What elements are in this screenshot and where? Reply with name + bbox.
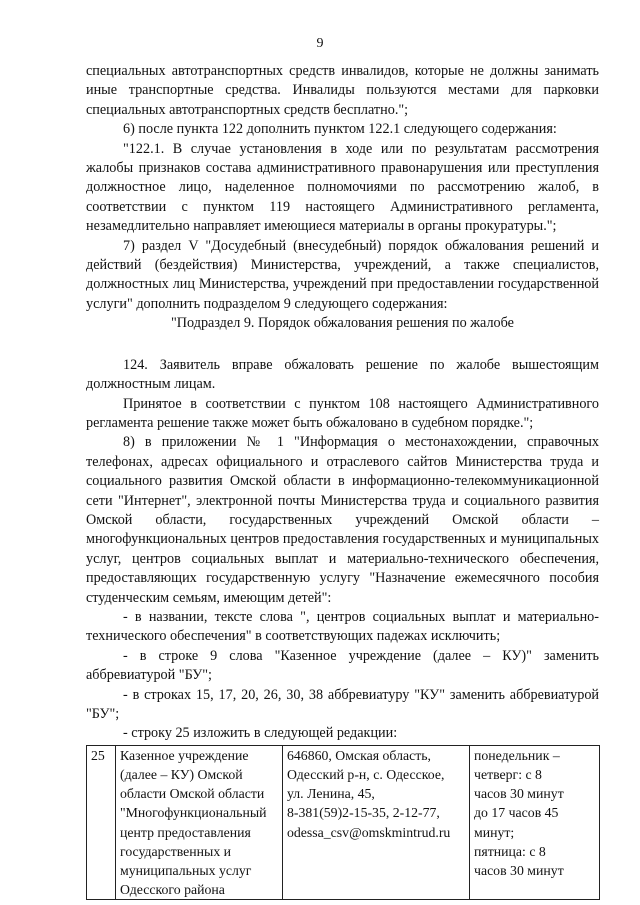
cell-line: "Многофункциональный bbox=[120, 805, 267, 821]
paragraph: - в названии, тексте слова ", центров социальных выплат и материально-технического обеспечения" в соответствующих падежах исключить; bbox=[86, 608, 599, 645]
cell-line: Казенное учреждение bbox=[120, 747, 249, 763]
cell-line: минут; bbox=[474, 824, 515, 840]
cell-line: 8-381(59)2-15-35, 2-12-77, bbox=[287, 805, 440, 821]
paragraph: 7) раздел V "Досудебный (внесудебный) порядок обжалования решений и действий (бездействия) Министерства, учреждений, а также специалистов, должностных лиц Министерства, учреждений при предоставлении государственной услуги" дополнить подразделом 9 следующего содержания: bbox=[86, 237, 599, 312]
cell-line: (далее – КУ) Омской bbox=[120, 767, 243, 783]
cell-line: центр предоставления bbox=[120, 824, 251, 840]
cell-line: часов 30 минут bbox=[474, 786, 564, 802]
cell-line: четверг: с 8 bbox=[474, 767, 542, 783]
cell-line: до 17 часов 45 bbox=[474, 805, 559, 821]
paragraph: - в строках 15, 17, 20, 26, 30, 38 аббревиатуру "КУ" заменить аббревиатурой "БУ"; bbox=[86, 686, 599, 722]
row-number-cell: 25 bbox=[87, 745, 116, 900]
paragraph: 8) в приложении № 1 "Информация о местонахождении, справочных телефонах, адресах официального и отраслевого сайтов Министерства труда и социального развития Омской области в информационно-телекоммуникационной сети "Интернет", электронной почты Министерства труда и социального развития Омской области, государственных учреждений Омской области – многофункциональных центров предоставления государственных и муниципальных услуг, центров социальных выплат и материально-технического обеспечения, предоставляющих государственную услугу "Назначение ежемесячного пособия студенческим семьям, имеющим детей": bbox=[86, 434, 599, 606]
paragraph: специальных автотранспортных средств инвалидов, которые не должны занимать иные транспортные средства. Инвалиды пользуются местами для парковки специальных автотранспортных средств бесплатно."; bbox=[86, 63, 599, 118]
paragraph: Принятое в соответствии с пунктом 108 настоящего Административного регламента решение также может быть обжаловано в судебном порядке."; bbox=[86, 395, 599, 431]
paragraph: 6) после пункта 122 дополнить пунктом 122.1 следующего содержания: bbox=[123, 121, 557, 138]
paragraph: "122.1. В случае установления в ходе или по результатам рассмотрения жалобы признаков состава административного правонарушения или преступления должностное лицо, наделенное полномочиями по рассмотрению жалоб, в соответствии с пунктом 119 настоящего Административного регламента, незамедлительно направляет имеющиеся материалы в органы прокуратуры."; bbox=[86, 140, 599, 235]
cell-line: 646860, Омская область, bbox=[287, 747, 431, 763]
cell-line: Одесский р-н, с. Одесское, bbox=[287, 767, 445, 783]
paragraph: - строку 25 изложить в следующей редакции: bbox=[123, 725, 398, 742]
cell-line: понедельник – bbox=[474, 747, 560, 763]
subsection-heading: "Подраздел 9. Порядок обжалования решения по жалобе bbox=[171, 315, 514, 332]
info-table bbox=[86, 745, 600, 901]
working-hours-cell bbox=[470, 745, 600, 900]
cell-line: odessa_csv@omskmintrud.ru bbox=[287, 824, 451, 840]
cell-line: области Омской области bbox=[120, 786, 265, 802]
institution-name-cell bbox=[116, 745, 283, 900]
paragraph: - в строке 9 слова "Казенное учреждение (далее – КУ)" заменить аббревиатурой "БУ"; bbox=[86, 647, 599, 684]
cell-line: государственных и bbox=[120, 843, 232, 859]
cell-line: пятница: с 8 bbox=[474, 843, 546, 859]
address-cell bbox=[283, 745, 470, 900]
cell-line: ул. Ленина, 45, bbox=[287, 786, 375, 802]
cell-line: муниципальных услуг bbox=[120, 863, 252, 879]
paragraph: 124. Заявитель вправе обжаловать решение по жалобе вышестоящим должностным лицам. bbox=[86, 356, 599, 393]
page-number: 9 bbox=[316, 36, 324, 51]
cell-line: часов 30 минут bbox=[474, 863, 564, 879]
cell-line: Одесского района bbox=[120, 882, 225, 898]
table-row bbox=[87, 745, 600, 900]
document-body bbox=[86, 62, 599, 900]
